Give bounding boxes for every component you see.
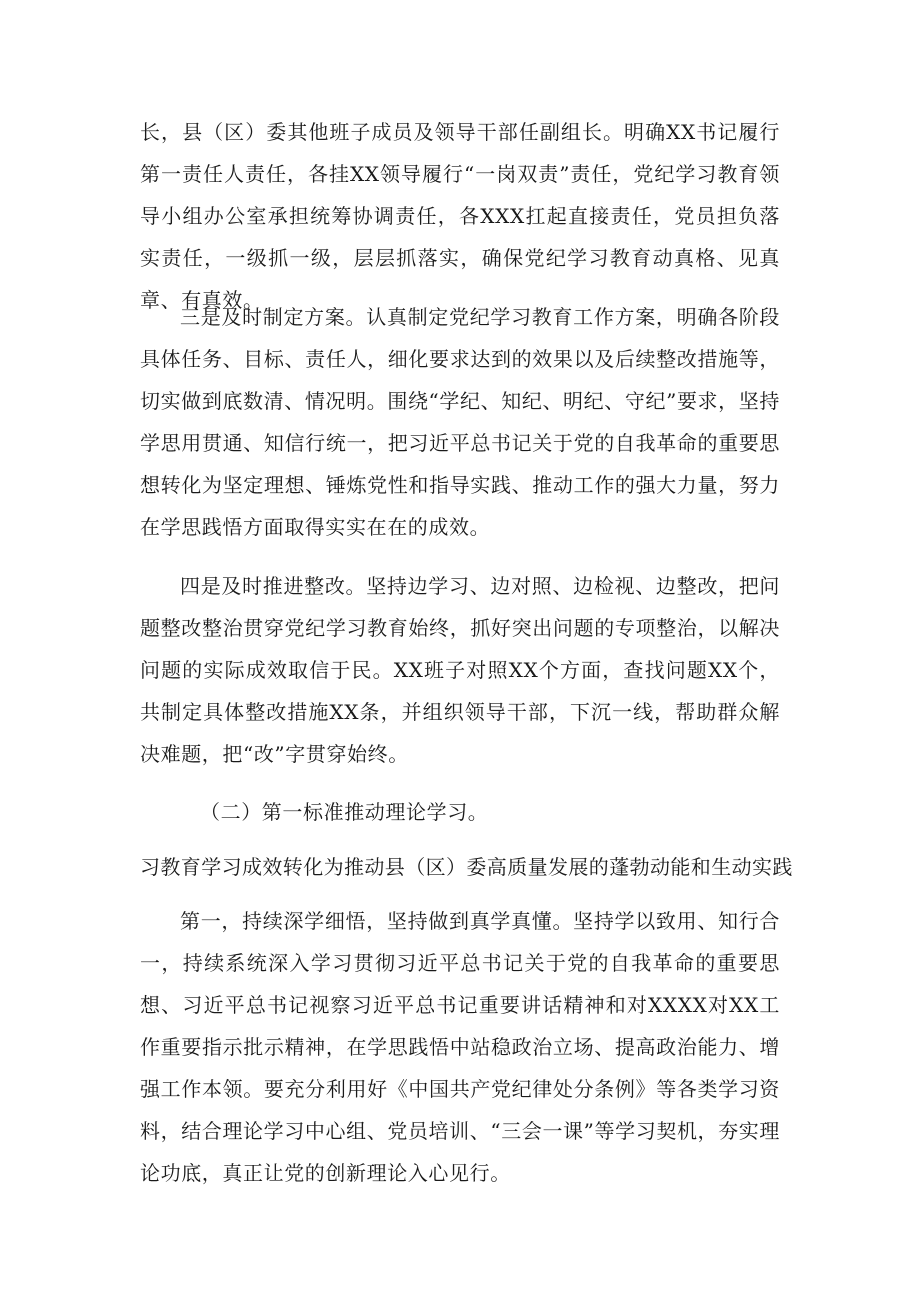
section-heading: （二）第一标准推动理论学习。: [200, 800, 489, 824]
paragraph-leadership-group: 长，县（区）委其他班子成员及领导干部任副组长。明确XX书记履行第一责任人责任，各挂XX领导履行“一岗双责”责任，党纪学习教育领导小组办公室承担统筹协调责任，各XXX扛起直接责任，党员担负落实责任，一级抓一级，层层抓落实，确保党纪学习教育动真格、见真章、有真效。: [140, 120, 780, 312]
paragraph-rectification: 四是及时推进整改。坚持边学习、边对照、边检视、边整改，把问题整改整治贯穿党纪学习教育始终，抓好突出问题的专项整治，以解决问题的实际成效取信于民。XX班子对照XX个方面，查找问题XX个，共制定具体整改措施XX条，并组织领导干部，下沉一线，帮助群众解决难题，把“改”字贯穿始终。: [140, 574, 780, 766]
paragraph-plan: 三是及时制定方案。认真制定党纪学习教育工作方案，明确各阶段具体任务、目标、责任人，细化要求达到的效果以及后续整改措施等，切实做到底数清、情况明。围绕“学纪、知纪、明纪、守纪”要求，坚持学思用贯通、知信行统一，把习近平总书记关于党的自我革命的重要思想转化为坚定理想、锤炼党性和指导实践、推动工作的强大力量，努力在学思践悟方面取得实实在在的成效。: [140, 305, 780, 539]
paragraph-study: 第一，持续深学细悟，坚持做到真学真懂。坚持学以致用、知行合一，持续系统深入学习贯彻习近平总书记关于党的自我革命的重要思想、习近平总书记视察习近平总书记重要讲话精神和对XXXX对XX工作重要指示批示精神，在学思践悟中站稳政治立场、提高政治能力、增强工作本领。要充分利用好《中国共产党纪律处分条例》等各类学习资料，结合理论学习中心组、党员培训、“三会一课”等学习契机，夯实理论功底，真正让党的创新理论入心见行。: [140, 909, 780, 1185]
paragraph-fragment: 习教育学习成效转化为推动县（区）委高质量发展的蓬勃动能和生动实践: [140, 855, 793, 879]
